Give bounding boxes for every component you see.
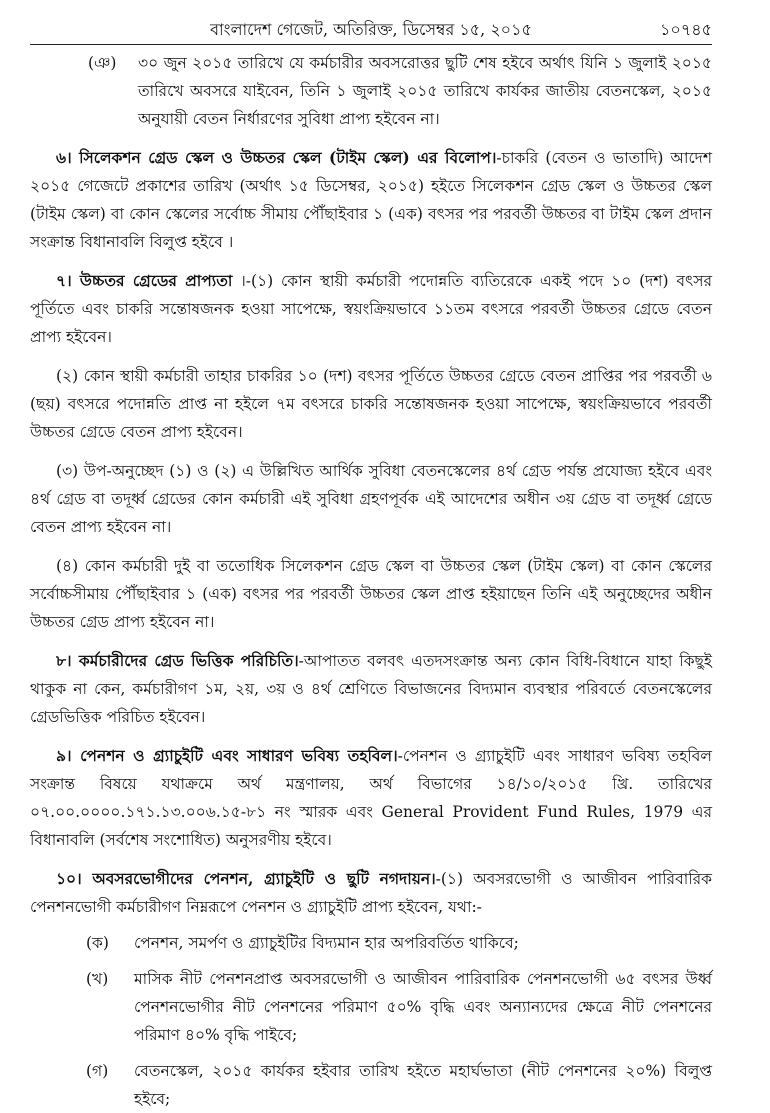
section-body: -পেনশন ও গ্র্যাচুইটি এবং সাধারণ ভবিষ্য তহবিল সংক্রান্ত বিষয়ে যথাক্রমে অর্থ মন্ত্রণালয়, অর্থ বিভাগের ১৪/১০/২০১৫ খ্রি. তারিখের ০৭.০০.০০০০.১৭১.১৩.০০৬.১৫-৮১ নং স্মারক এবং General Provident Fund Rules, 1979 এর বিধানাবলি (সর্বশেষ সংশোধিত) অনুসরণীয় হইবে। [30, 747, 712, 849]
clause-text: বেতনস্কেল, ২০১৫ কার্যকর হইবার তারিখ হইতে মহার্ঘভাতা (নীট পেনশনের ২০%) বিলুপ্ত হইবে; [134, 1062, 712, 1108]
section-body: -(১) অবসরভোগী ও আজীবন পারিবারিক পেনশনভোগী কর্মচারীগণ নিম্নরূপে পেনশন ও গ্র্যাচুইটি প্রাপ্য হইবেন, যথা:- [30, 870, 713, 916]
gazette-title: বাংলাদেশ গেজেট, অতিরিক্ত, ডিসেম্বর ১৫, ২০১৫ [210, 20, 532, 39]
section-8 [30, 647, 712, 731]
page-number: ১০৭৪৫ [660, 20, 712, 39]
section-7-sub-2: (২) কোন স্থায়ী কর্মচারী তাহার চাকরির ১০ (দশ) বৎসর পূর্তিতে উচ্চতর গ্রেডে বেতন প্রাপ্তির পর পরবর্তী ৬ (ছয়) বৎসরে পদোন্নতি প্রাপ্ত না হইলে ৭ম বৎসরে চাকরি সন্তোষজনক হওয়া সাপেক্ষে, স্বয়ংক্রিয়ভাবে পরবর্তী উচ্চতর গ্রেডে বেতন প্রাপ্য হইবেন। [30, 367, 712, 441]
section-body: -আপাতত বলবৎ এতদসংক্রান্ত অন্য কোন বিধি-বিধানে যাহা কিছুই থাকুক না কেন, কর্মচারীগণ ১ম, ২য়, ৩য় ও ৪র্থ শ্রেণিতে বিভাজনের বিদ্যমান ব্যবস্থার পরিবর্তে বেতনস্কেলের গ্রেডভিত্তিক পরিচিত হইবেন। [30, 652, 712, 726]
section-7-sub-3: (৩) উপ-অনুচ্ছেদ (১) ও (২) এ উল্লিখিত আর্থিক সুবিধা বেতনস্কেলের ৪র্থ গ্রেড পর্যন্ত প্রযোজ্য হইবে এবং ৪র্থ গ্রেড বা তদূর্ধ্ব গ্রেডের কোন কর্মচারী এই সুবিধা গ্রহণপূর্বক এই আদেশের অধীন ৩য় গ্রেড বা তদূর্ধ্ব গ্রেডে বেতন প্রাপ্য হইবেন না। [30, 462, 712, 536]
clause-text: মাসিক নীট পেনশনপ্রাপ্ত অবসরভোগী ও আজীবন পারিবারিক পেনশনভোগী ৬৫ বৎসর উর্ধ্ব পেনশনভোগীর নীট পেনশনের পরিমাণ ৫০% বৃদ্ধি এবং অন্যান্যদের ক্ষেত্রে নীট পেনশনের পরিমাণ ৪০% বৃদ্ধি পাইবে; [134, 970, 712, 1044]
clause-label: (ক) [86, 934, 109, 952]
clause-label: (খ) [86, 970, 109, 988]
section-heading: ৭। উচ্চতর গ্রেডের প্রাপ্যতা [56, 271, 233, 290]
section-9 [30, 742, 712, 854]
section-body: ।-(১) কোন স্থায়ী কর্মচারী পদোন্নতি ব্যতিরেকে একই পদে ১০ (দশ) বৎসর পূর্তিতে এবং চাকরি সন্তোষজনক হওয়া সাপেক্ষে, স্বয়ংক্রিয়ভাবে ১১তম বৎসরে পরবর্তী উচ্চতর গ্রেডে বেতন প্রাপ্য হইবেন। [30, 272, 712, 346]
section-heading: ৯। পেনশন ও গ্র্যাচুইটি এবং সাধারণ ভবিষ্য তহবিল। [56, 746, 398, 765]
section-6 [30, 144, 712, 256]
clause-nio [88, 49, 712, 133]
section-10 [30, 865, 712, 921]
section-heading: ১০। অবসরভোগীদের পেনশন, গ্র্যাচুইটি ও ছুটি নগদায়ন। [56, 869, 436, 888]
clause-kha [86, 965, 712, 1049]
page-header [30, 14, 712, 45]
clause-text: ৩০ জুন ২০১৫ তারিখে যে কর্মচারীর অবসরোত্তর ছুটি শেষ হইবে অর্থাৎ যিনি ১ জুলাই ২০১৫ তারিখে অবসরে যাইবেন, তিনি ১ জুলাই ২০১৫ তারিখে কার্যকর জাতীয় বেতনস্কেল, ২০১৫ অনুযায়ী বেতন নির্ধারণের সুবিধা প্রাপ্য হইবেন না। [138, 54, 712, 128]
section-body: -চাকরি (বেতন ও ভাতাদি) আদেশ ২০১৫ গেজেটে প্রকাশের তারিখ (অর্থাৎ ১৫ ডিসেম্বর, ২০১৫) হইতে সিলেকশন গ্রেড স্কেল ও উচ্চতর স্কেল (টাইম স্কেল) বা কোন স্কেলের সর্বোচ্চ সীমায় পৌঁছাইবার ১ (এক) বৎসর পর পরবর্তী উচ্চতর বা টাইম স্কেল প্রদান সংক্রান্ত বিধানাবলি বিলুপ্ত হইবে । [30, 149, 712, 251]
clause-label: (ঞ) [88, 54, 117, 72]
section-heading: ৬। সিলেকশন গ্রেড স্কেল ও উচ্চতর স্কেল (টাইম স্কেল) এর বিলোপ। [56, 148, 497, 167]
section-heading: ৮। কর্মচারীদের গ্রেড ভিত্তিক পরিচিতি। [56, 651, 299, 670]
clause-label: (গ) [86, 1062, 109, 1080]
section-7-sub-4: (৪) কোন কর্মচারী দুই বা ততোধিক সিলেকশন গ্রেড স্কেল বা উচ্চতর স্কেল (টাইম স্কেল) বা কোন স্কেলের সর্বোচ্চসীমায় পৌঁছাইবার ১ (এক) বৎসর পর পরবর্তী উচ্চতর স্কেল প্রাপ্ত হইয়াছেন তিনি এই অনুচ্ছেদের অধীন উচ্চতর গ্রেড প্রাপ্য হইবেন না। [30, 557, 712, 631]
clause-text: পেনশন, সমর্পণ ও গ্র্যাচুইটির বিদ্যমান হার অপরিবর্তিত থাকিবে; [134, 934, 519, 952]
section-7 [30, 267, 712, 351]
clause-ga [86, 1057, 712, 1113]
clause-ka [86, 929, 712, 957]
